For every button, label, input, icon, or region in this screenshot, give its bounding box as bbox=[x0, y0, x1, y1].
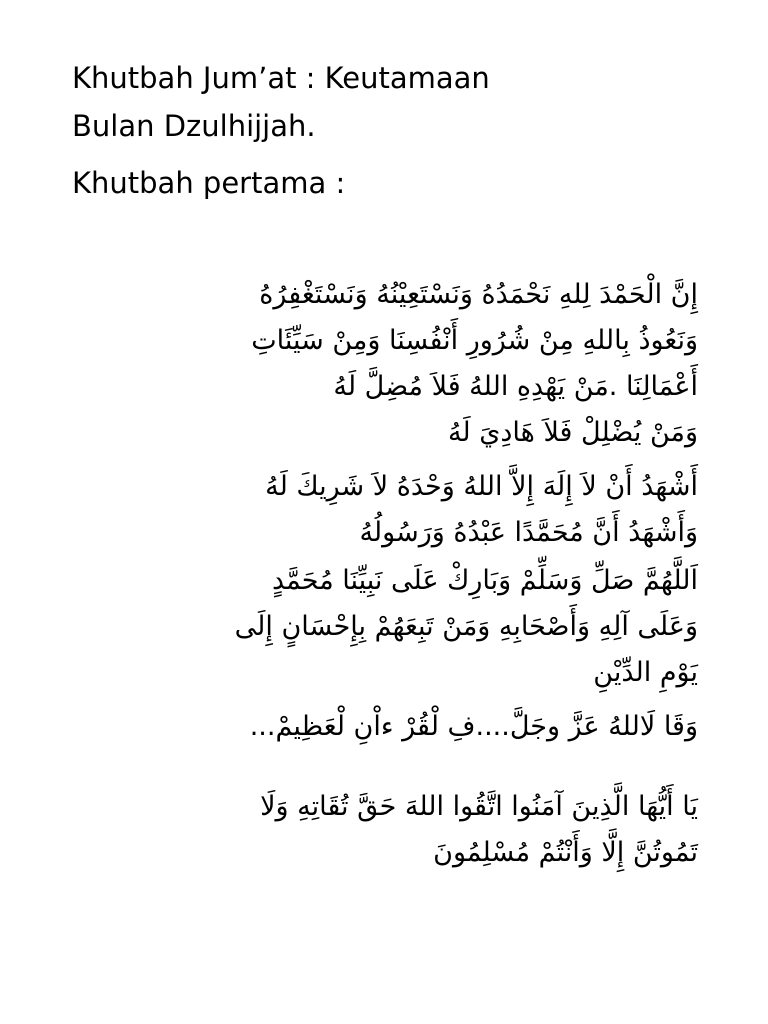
arabic-line: تَمُوتُنَّ إِلَّا وَأَنْتُمْ مُسْلِمُونَ bbox=[433, 837, 698, 868]
verse-paragraph bbox=[260, 784, 698, 876]
arabic-line: وَنَعُوذُ بِاللهِ مِنْ شُرُورِ أَنْفُسِنَا وَمِنْ سَيِّئَاتِ bbox=[251, 325, 698, 356]
document-title-line-2: Bulan Dzulhijjah. bbox=[72, 109, 316, 143]
document-title-line-1: Khutbah Jum’at : Keutamaan bbox=[72, 61, 490, 95]
arabic-line: اَللَّهُمَّ صَلِّ وَسَلِّمْ وَبَارِكْ عَلَى نَبِيِّنَا مُحَمَّدٍ bbox=[271, 565, 698, 596]
opening-praise-paragraph bbox=[251, 272, 698, 456]
shahada-paragraph bbox=[265, 464, 698, 556]
section-heading: Khutbah pertama : bbox=[72, 166, 346, 200]
arabic-line: يَوْمِ الدِّيْنِ bbox=[593, 657, 698, 688]
arabic-line: وَعَلَى آلِهِ وَأَصْحَابِهِ وَمَنْ تَبِعَهُمْ بِإِحْسَانٍ إِلَى bbox=[234, 611, 698, 642]
salawat-paragraph bbox=[235, 558, 698, 696]
arabic-line: وَأَشْهَدُ أَنَّ مُحَمَّدًا عَبْدُهُ وَرَسُولُهُ bbox=[359, 517, 698, 548]
arabic-line: وَمَنْ يُضْلِلْ فَلاَ هَادِيَ لَهُ bbox=[447, 417, 698, 448]
arabic-line: يَا أَيُّهَا الَّذِينَ آمَنُوا اتَّقُوا اللهَ حَقَّ تُقَاتِهِ وَلَا bbox=[260, 791, 698, 822]
arabic-line: وَقَا لَاللهُ عَزَّ وجَلَّ....فِ لْقُرْ ءاْنِ لْعَظِيمْ... bbox=[249, 711, 698, 742]
arabic-line: أَعْمَالِنَا .مَنْ يَهْدِهِ اللهُ فَلاَ مُضِلَّ لَهُ bbox=[333, 371, 698, 402]
quran-intro-line bbox=[250, 704, 698, 750]
arabic-line: أَشْهَدُ أَنْ لاَ إِلَهَ إِلاَّ اللهُ وَحْدَهُ لاَ شَرِيكَ لَهُ bbox=[265, 471, 698, 502]
arabic-line: إِنَّ الْحَمْدَ لِلهِ نَحْمَدُهُ وَنَسْتَعِيْنُهُ وَنَسْتَغْفِرُهُ bbox=[259, 279, 698, 310]
